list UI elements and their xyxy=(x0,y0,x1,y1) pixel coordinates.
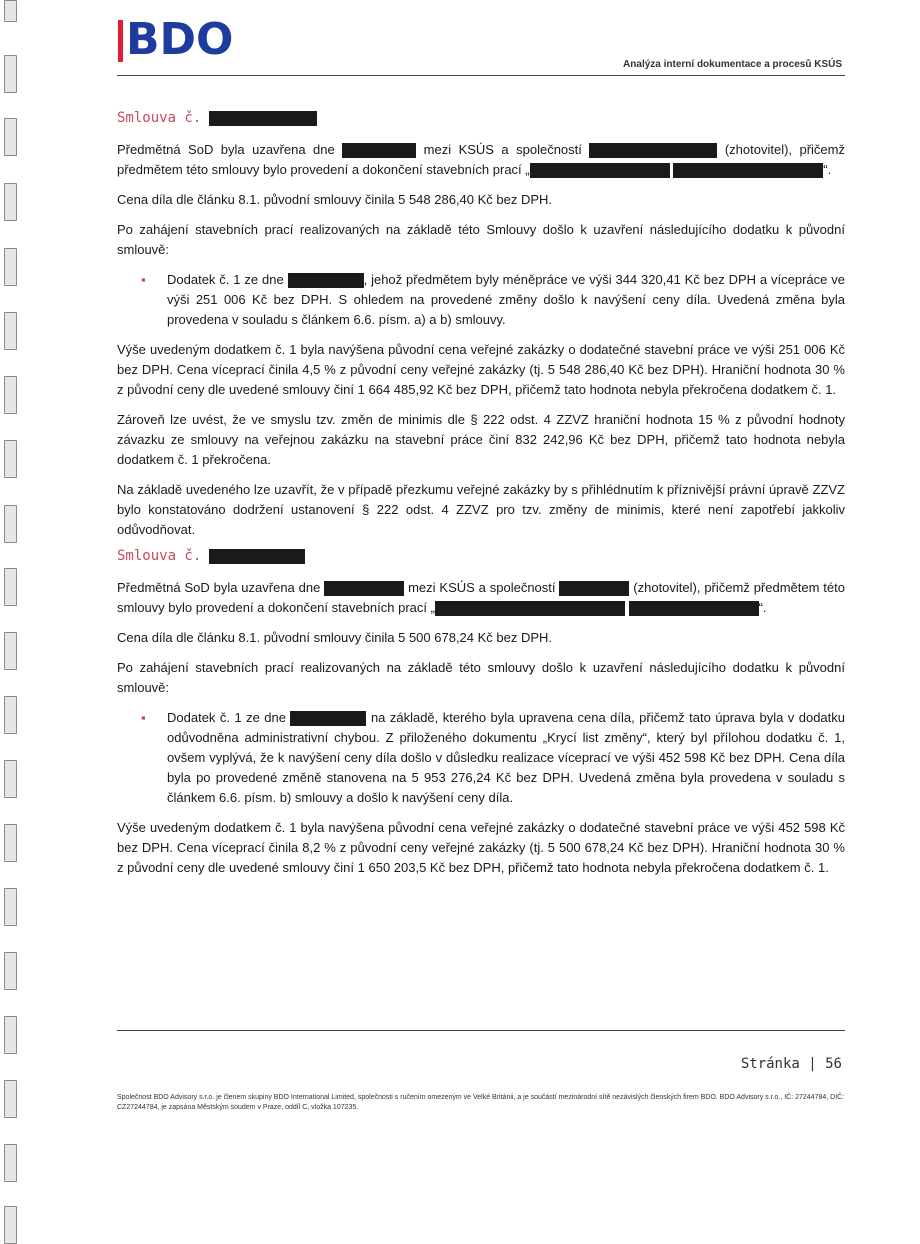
footer-divider xyxy=(117,1030,845,1031)
binder-tab xyxy=(4,248,17,286)
header-title: Analýza interní dokumentace a procesů KSÚS xyxy=(623,59,842,70)
binder-tab xyxy=(4,118,17,156)
text-run: (zhotovitel), přičemž předmětem této smlouvy bylo provedení a dokončení stavebních prací „ xyxy=(117,580,845,615)
list-item-text xyxy=(167,270,845,330)
section-heading xyxy=(117,110,845,126)
redaction-box xyxy=(673,163,823,178)
binder-tab xyxy=(4,0,17,22)
list-item-text xyxy=(167,708,845,808)
binder-tab xyxy=(4,55,17,93)
price-paragraph: Cena díla dle článku 8.1. původní smlouvy činila 5 500 678,24 Kč bez DPH. xyxy=(117,630,553,645)
paragraph: Výše uvedeným dodatkem č. 1 byla navýšena původní cena veřejné zakázky o dodatečné stavební práce ve výši 251 006 Kč bez DPH. Cena víceprací činila 4,5 % z původní ceny veřejné zakázky (tj. 5 548 286,40 Kč bez DPH). Hraniční hodnota 30 % z původní ceny dle uvedené smlouvy činí 1 664 485,92 Kč bez DPH, přičemž tato hodnota nebyla překročena dodatkem č. 1. xyxy=(117,342,845,397)
paragraph: Výše uvedeným dodatkem č. 1 byla navýšena původní cena veřejné zakázky o dodatečné stavební práce ve výši 452 598 Kč bez DPH. Cena víceprací činila 8,2 % z původní ceny veřejné zakázky (tj. 5 500 678,24 Kč bez DPH). Hraniční hodnota 30 % z původní ceny dle uvedené smlouvy činí 1 650 203,5 Kč bez DPH, přičemž tato hodnota nebyla překročena dodatkem č. 1. xyxy=(117,820,845,875)
redaction-box xyxy=(288,273,364,288)
logo-red-bar xyxy=(118,20,123,62)
redaction-box xyxy=(342,143,416,158)
paragraph xyxy=(117,140,845,180)
redaction-box xyxy=(589,143,717,158)
logo-text: BDO xyxy=(126,14,234,65)
redaction-box xyxy=(530,163,670,178)
binder-tab xyxy=(4,1080,17,1118)
binder-tab xyxy=(4,632,17,670)
redaction-box xyxy=(209,549,305,564)
legal-notice: Společnost BDO Advisory s.r.o. je členem skupiny BDO International Limited, společnosti s ručením omezeným ve Velké Británii, a je součástí mezinárodní sítě nezávislých členských firem BDO. BDO Advisory s.r.o., IČ: 27244784, DIČ: CZ27244784, je zapsána Městským soudem v Praze, oddíl C, vložka 107235. xyxy=(117,1094,845,1111)
text-run: Předmětná SoD byla uzavřena dne xyxy=(117,580,321,595)
redaction-box xyxy=(324,581,404,596)
binder-tab xyxy=(4,824,17,862)
paragraph xyxy=(117,578,845,618)
paragraph: Po zahájení stavebních prací realizovaných na základě této Smlouvy došlo k uzavření následujícího dodatku k původní smlouvě: xyxy=(117,222,845,257)
binder-tab xyxy=(4,888,17,926)
redaction-box xyxy=(559,581,629,596)
page-number: Stránka | 56 xyxy=(740,1056,842,1072)
text-run: mezi KSÚS a společností xyxy=(408,580,556,595)
binder-tab xyxy=(4,183,17,221)
text-run: “. xyxy=(758,600,767,615)
list-item xyxy=(117,270,845,330)
bullet-marker: ▪ xyxy=(141,272,146,287)
binder-tab xyxy=(4,760,17,798)
section-heading-text: Smlouva č. xyxy=(117,110,202,126)
text-run: (zhotovitel), přičemž předmětem této smlouvy bylo provedení a dokončení stavebních prací „ xyxy=(117,142,845,177)
redaction-box xyxy=(435,601,625,616)
text-run: Předmětná SoD byla uzavřena dne xyxy=(117,142,335,157)
binder-tab xyxy=(4,440,17,478)
binder-edge xyxy=(0,0,22,1242)
price-paragraph: Cena díla dle článku 8.1. původní smlouvy činila 5 548 286,40 Kč bez DPH. xyxy=(117,192,553,207)
binder-tab xyxy=(4,952,17,990)
header-divider xyxy=(117,75,845,76)
bullet-marker: ▪ xyxy=(141,710,146,725)
document-body xyxy=(117,110,845,888)
binder-tab xyxy=(4,568,17,606)
section-heading xyxy=(117,548,845,564)
text-run: mezi KSÚS a společností xyxy=(423,142,582,157)
section-heading-text: Smlouva č. xyxy=(117,548,202,564)
binder-tab xyxy=(4,505,17,543)
text-run: “. xyxy=(823,162,832,177)
bdo-logo xyxy=(118,14,234,65)
paragraph: Na základě uvedeného lze uzavřít, že v případě přezkumu veřejné zakázky by s přihlédnutím k příznivější právní úpravě ZZVZ bylo konstatováno dodržení ustanovení § 222 odst. 4 ZZVZ pro tzv. změny de minimis, které není zapotřebí jakkoliv odůvodňovat. xyxy=(117,482,845,537)
paragraph: Zároveň lze uvést, že ve smyslu tzv. změn de minimis dle § 222 odst. 4 ZZVZ hraniční hodnota 15 % z původní hodnoty závazku ze smlouvy na veřejnou zakázku na stavební práce činí 832 242,96 Kč bez DPH, přičemž tato hodnota nebyla dodatkem č. 1 překročena. xyxy=(117,412,845,467)
binder-tab xyxy=(4,1206,17,1244)
list-item xyxy=(117,708,845,808)
redaction-box xyxy=(290,711,366,726)
binder-tab xyxy=(4,1144,17,1182)
redaction-box xyxy=(209,111,317,126)
redaction-box xyxy=(629,601,759,616)
text-run: Dodatek č. 1 ze dne xyxy=(167,272,284,287)
binder-tab xyxy=(4,696,17,734)
binder-tab xyxy=(4,376,17,414)
text-run: Dodatek č. 1 ze dne xyxy=(167,710,286,725)
binder-tab xyxy=(4,312,17,350)
binder-tab xyxy=(4,1016,17,1054)
paragraph: Po zahájení stavebních prací realizovaných na základě této smlouvy došlo k uzavření následujícího dodatku k původní smlouvě: xyxy=(117,660,845,695)
text-run: na základě, kterého byla upravena cena díla, přičemž tato úprava byla v dodatku odůvodněna administrativní chybou. Z přiloženého dokumentu „Krycí list změny“, který byl přílohou dodatku č. 1, ovšem vyplývá, že k navýšení ceny díla došlo v důsledku realizace víceprací ve výši 452 598 Kč bez DPH. Cena díla byla po provedené změně stanovena na 5 953 276,24 Kč bez DPH. Uvedená změna byla provedena v souladu s článkem 6.6. písm. b) smlouvy a došlo k navýšení ceny díla. xyxy=(167,710,845,805)
text-run: , jehož předmětem byly méněpráce ve výši 344 320,41 Kč bez DPH a vícepráce ve výši 251 006 Kč bez DPH. S ohledem na provedené změny došlo k navýšení ceny díla. Uvedená změna byla provedena v souladu s článkem 6.6. písm. a) a b) smlouvy. xyxy=(167,272,845,327)
